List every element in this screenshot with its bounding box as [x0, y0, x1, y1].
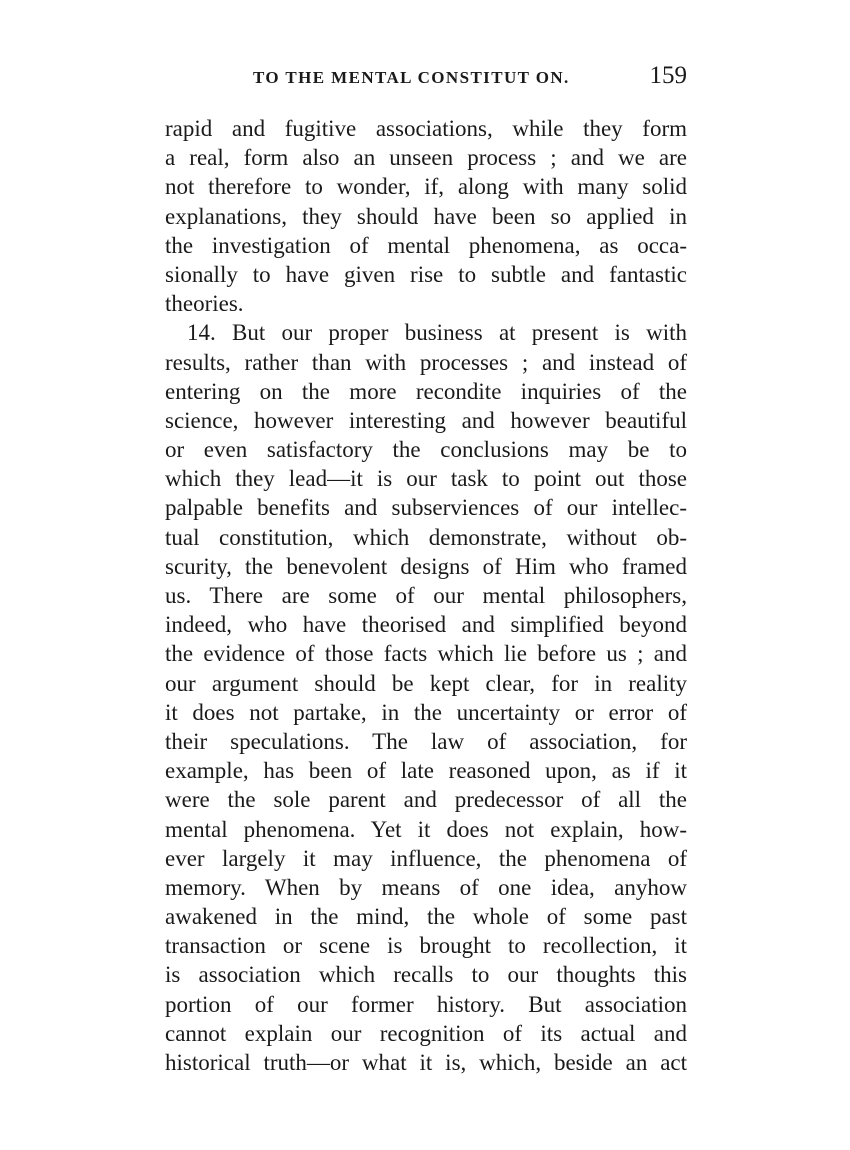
text-line: is association which recalls to our thoughts this — [165, 962, 687, 988]
page-number: 159 — [649, 62, 687, 89]
text-line: palpable benefits and subserviences of our intellec- — [165, 495, 687, 521]
text-line: transaction or scene is brought to recollection, it — [165, 933, 687, 959]
text-line: us. There are some of our mental philosophers, — [165, 583, 687, 608]
paragraph-start-line: 14. But our proper business at present is with — [187, 320, 687, 346]
running-head — [165, 62, 687, 92]
text-line: their speculations. The law of association, for — [165, 728, 687, 754]
text-line: the evidence of those facts which lie before us ; and — [165, 641, 687, 667]
text-line: rapid and fugitive associations, while they form — [165, 116, 687, 141]
text-line: indeed, who have theorised and simplified beyond — [165, 612, 687, 638]
body-text — [165, 114, 687, 1077]
text-line: or even satisfactory the conclusions may be to — [165, 437, 687, 463]
text-line: our argument should be kept clear, for in reality — [165, 670, 687, 696]
text-line: scurity, the benevolent designs of Him who framed — [165, 553, 687, 579]
text-line: which they lead—it is our task to point out those — [165, 466, 687, 492]
text-line: sionally to have given rise to subtle and fantastic — [165, 261, 687, 287]
text-line: theories. — [165, 291, 244, 317]
text-line: historical truth—or what it is, which, beside an act — [165, 1050, 687, 1075]
running-head-title: TO THE MENTAL CONSTITUT ON. — [253, 68, 570, 87]
text-line: example, has been of late reasoned upon, as if it — [165, 758, 687, 784]
text-line: memory. When by means of one idea, anyhow — [165, 874, 687, 900]
text-line: science, however interesting and however beautiful — [165, 407, 687, 433]
text-line: it does not partake, in the uncertainty or error of — [165, 699, 687, 725]
text-line: awakened in the mind, the whole of some past — [165, 904, 687, 930]
text-line: the investigation of mental phenomena, as occa- — [165, 232, 687, 258]
text-line: explanations, they should have been so applied in — [165, 203, 687, 229]
text-line: results, rather than with processes ; and instead of — [165, 349, 687, 375]
text-line: mental phenomena. Yet it does not explain, how- — [165, 816, 687, 842]
text-line: not therefore to wonder, if, along with many solid — [165, 174, 687, 200]
text-line: cannot explain our recognition of its actual and — [165, 1020, 687, 1046]
text-line: tual constitution, which demonstrate, without ob- — [165, 524, 687, 550]
text-line: were the sole parent and predecessor of all the — [165, 787, 687, 813]
text-line: entering on the more recondite inquiries of the — [165, 378, 687, 404]
text-line: portion of our former history. But association — [165, 991, 687, 1017]
text-line: ever largely it may influence, the phenomena of — [165, 845, 687, 871]
text-line: a real, form also an unseen process ; and we are — [165, 145, 687, 171]
